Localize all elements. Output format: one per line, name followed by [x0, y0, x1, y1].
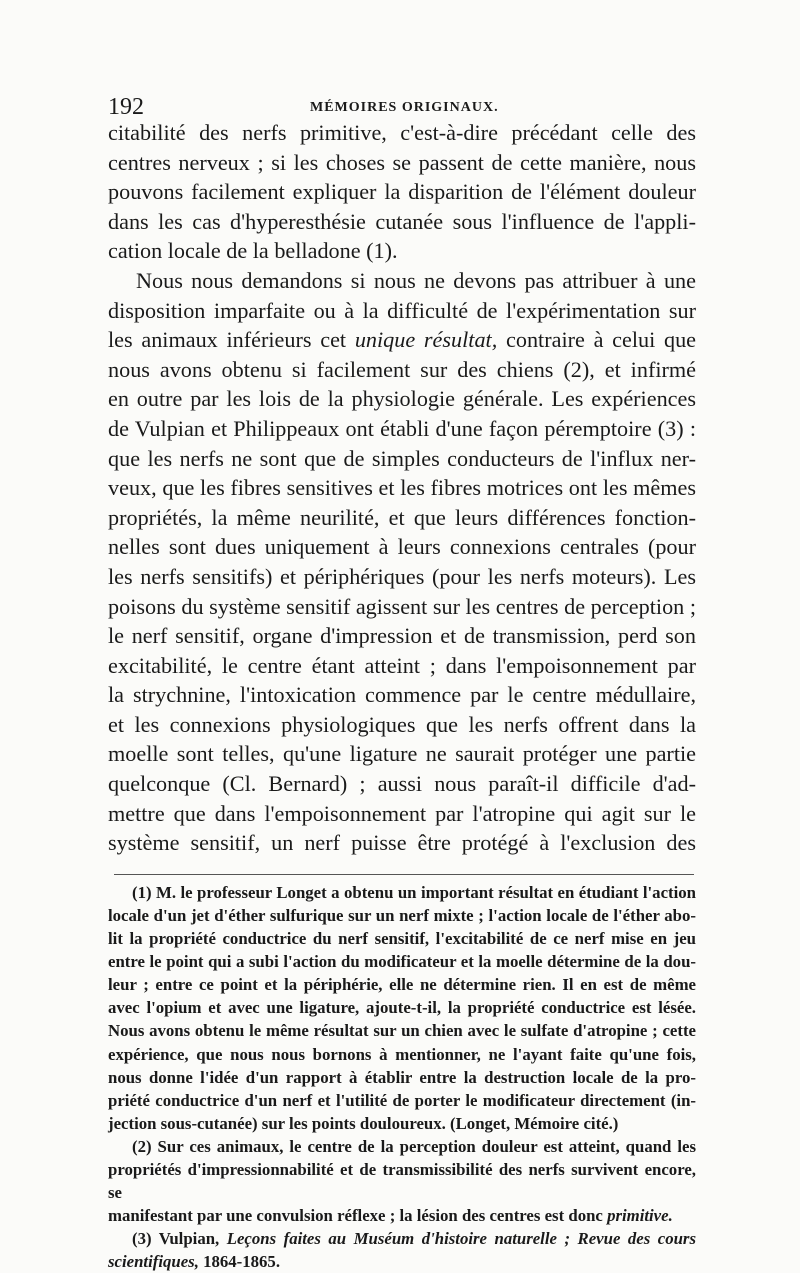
footnote-line: propriétés d'impressionnabilité et de transmissibilité des nerfs survivent encore, se [108, 1159, 696, 1203]
footnote-line: manifestant par une convulsion réflexe ; la lésion des centres est donc primitive. [108, 1206, 673, 1226]
text-line: propriétés, la même neurilité, et que leurs différences fonction- [108, 504, 696, 530]
footnote-line: avec l'opium et avec une ligature, ajoute-t-il, la propriété conductrice est lésée. [108, 998, 696, 1018]
text-line: quelconque (Cl. Bernard) ; aussi nous paraît-il difficile d'ad- [108, 771, 696, 797]
page [108, 88, 696, 1273]
text-line: dans les cas d'hyperesthésie cutanée sous l'influence de l'appli- [108, 208, 696, 234]
text-line: que les nerfs ne sont que de simples conducteurs de l'influx ner- [108, 445, 696, 471]
text-line: les animaux inférieurs cet unique résultat, contraire à celui que [108, 327, 697, 353]
italic-phrase: unique résultat, [354, 327, 498, 353]
text-line: nous avons obtenu si facilement sur des chiens (2), et infirmé [108, 356, 696, 382]
footnote-line: entre le point qui a subi l'action du modificateur et la moelle détermine de la dou- [108, 952, 696, 972]
footnote-divider [114, 874, 694, 875]
text-line: mettre que dans l'empoisonnement par l'atropine qui agit sur le [108, 800, 696, 826]
footnote-line: nous donne l'idée d'un rapport à établir entre la destruction locale de la pro- [108, 1067, 696, 1087]
footnote-line: locale d'un jet d'éther sulfurique sur un nerf mixte ; l'action locale de l'éther abo- [108, 905, 696, 925]
footnotes [108, 881, 696, 1273]
text-line: pouvons facilement expliquer la disparition de l'élément douleur [108, 179, 696, 205]
text-line: veux, que les fibres sensitives et les fibres motrices ont les mêmes [108, 475, 696, 501]
text-line: Nous nous demandons si nous ne devons pas attribuer à une [136, 267, 696, 293]
footnote-line: expérience, que nous nous bornons à mentionner, ne l'ayant faite qu'une fois, [108, 1044, 696, 1064]
footnote-line: (2) Sur ces animaux, le centre de la perception douleur est atteint, quand les [132, 1136, 696, 1156]
running-head: MÉMOIRES ORIGINAUX. [310, 100, 499, 115]
footnote-line: (3) Vulpian, Leçons faites au Muséum d'histoire naturelle ; Revue des cours [132, 1229, 696, 1249]
text-line: en outre par les lois de la physiologie générale. Les expériences [108, 386, 696, 412]
text-line: poisons du système sensitif agissent sur les centres de perception ; [108, 593, 696, 619]
text-line: disposition imparfaite ou à la difficulté de l'expérimentation sur [108, 297, 696, 323]
text-line: excitabilité, le centre étant atteint ; dans l'empoisonnement par [108, 652, 696, 678]
footnote-line: lit la propriété conductrice du nerf sensitif, l'excitabilité de ce nerf mise en jeu [108, 929, 696, 949]
italic-phrase: scientifiques, [108, 1252, 199, 1272]
text-line: et les connexions physiologiques que les nerfs offrent dans la [108, 711, 696, 737]
footnote-line: leur ; entre ce point et la périphérie, elle ne détermine rien. Il en est de même [108, 975, 696, 995]
body-text [108, 118, 696, 858]
text-line: le nerf sensitif, organe d'impression et de transmission, perd son [108, 623, 696, 649]
text-line: cation locale de la belladone (1). [108, 238, 398, 264]
text-line: citabilité des nerfs primitive, c'est-à-dire précédant celle des [108, 120, 696, 145]
text-line: les nerfs sensitifs) et périphériques (pour les nerfs moteurs). Les [108, 563, 696, 589]
text-line: moelle sont telles, qu'une ligature ne saurait protéger une partie [108, 741, 696, 767]
footnote-line: priété conductrice d'un nerf et l'utilité de porter le modificateur directement (in- [108, 1090, 696, 1110]
text-line: nelles sont dues uniquement à leurs connexions centrales (pour [108, 534, 696, 560]
footnote-line: (1) M. le professeur Longet a obtenu un important résultat en étudiant l'action [132, 882, 696, 902]
footnote-line: scientifiques, 1864-1865. [108, 1252, 281, 1272]
page-number: 192 [108, 94, 144, 120]
text-line: de Vulpian et Philippeaux ont établi d'une façon péremptoire (3) : [108, 415, 696, 441]
footnote-line: jection sous-cutanée) sur les points douloureux. (Longet, Mémoire cité.) [108, 1113, 619, 1133]
italic-phrase: primitive. [607, 1206, 673, 1226]
text-line: la strychnine, l'intoxication commence par le centre médullaire, [108, 682, 696, 708]
text-line: centres nerveux ; si les choses se passent de cette manière, nous [108, 149, 696, 175]
footnote-line: Nous avons obtenu le même résultat sur un chien avec le sulfate d'atropine ; cette [108, 1021, 696, 1041]
page-header [108, 88, 696, 118]
italic-phrase: Leçons faites au Muséum d'histoire naturelle ; Revue des cours [226, 1229, 696, 1249]
text-line: système sensitif, un nerf puisse être protégé à l'exclusion des [108, 830, 696, 856]
